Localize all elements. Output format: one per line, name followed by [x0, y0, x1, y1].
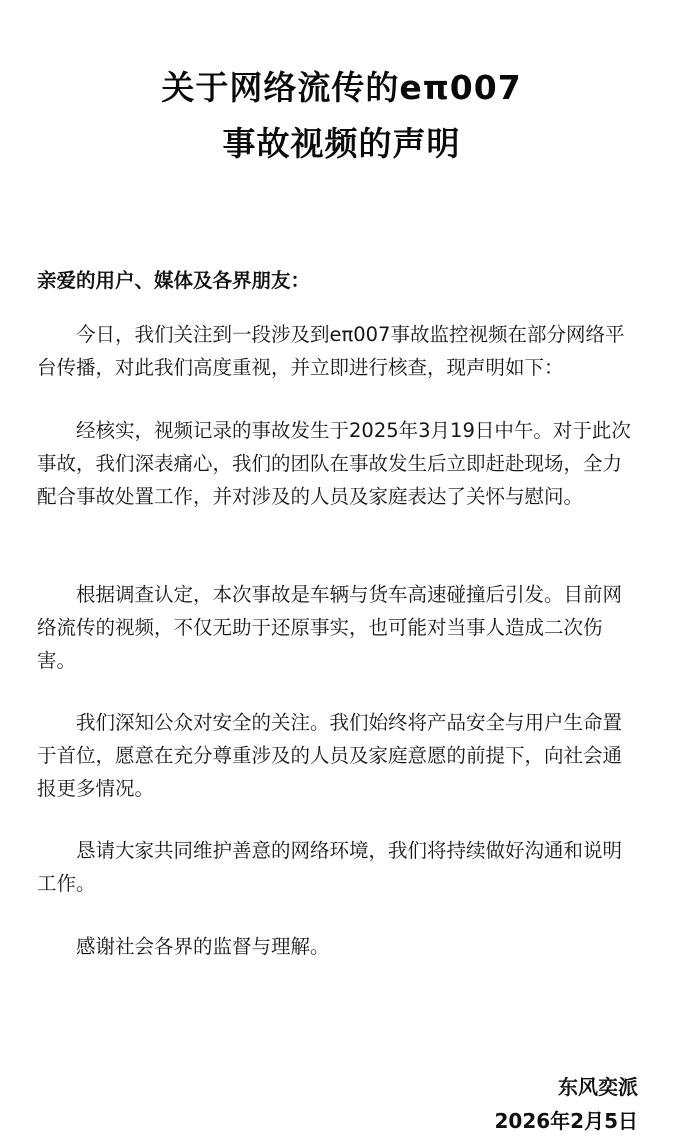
- signature-date: 2026年2月5日: [494, 1109, 638, 1133]
- salutation: 亲爱的用户、媒体及各界朋友：: [37, 269, 311, 292]
- statement-title-line-1: 关于网络流传的eπ007: [161, 68, 522, 107]
- signature-organization: 东风奕派: [558, 1075, 638, 1099]
- statement-title-line-2: 事故视频的声明: [222, 124, 461, 163]
- paragraph-request: 恳请大家共同维护善意的网络环境，我们将持续做好沟通和说明工作。: [37, 839, 623, 895]
- paragraph-intro: 今日，我们关注到一段涉及到eπ007事故监控视频在部分网络平台传播，对此我们高度重视，并立即进行核查，现声明如下：: [37, 323, 625, 379]
- paragraph-thanks: 感谢社会各界的监督与理解。: [76, 935, 330, 958]
- paragraph-verification: 经核实，视频记录的事故发生于2025年3月19日中午。对于此次事故，我们深表痛心，我们的团队在事故发生后立即赶赴现场，全力配合事故处置工作，并对涉及的人员及家庭表达了关怀与慰问。: [37, 419, 631, 508]
- paragraph-investigation: 根据调查认定，本次事故是车辆与货车高速碰撞后引发。目前网络流传的视频，不仅无助于还原事实，也可能对当事人造成二次伤害。: [37, 583, 623, 672]
- paragraph-safety: 我们深知公众对安全的关注。我们始终将产品安全与用户生命置于首位，愿意在充分尊重涉及的人员及家庭意愿的前提下，向社会通报更多情况。: [37, 711, 623, 800]
